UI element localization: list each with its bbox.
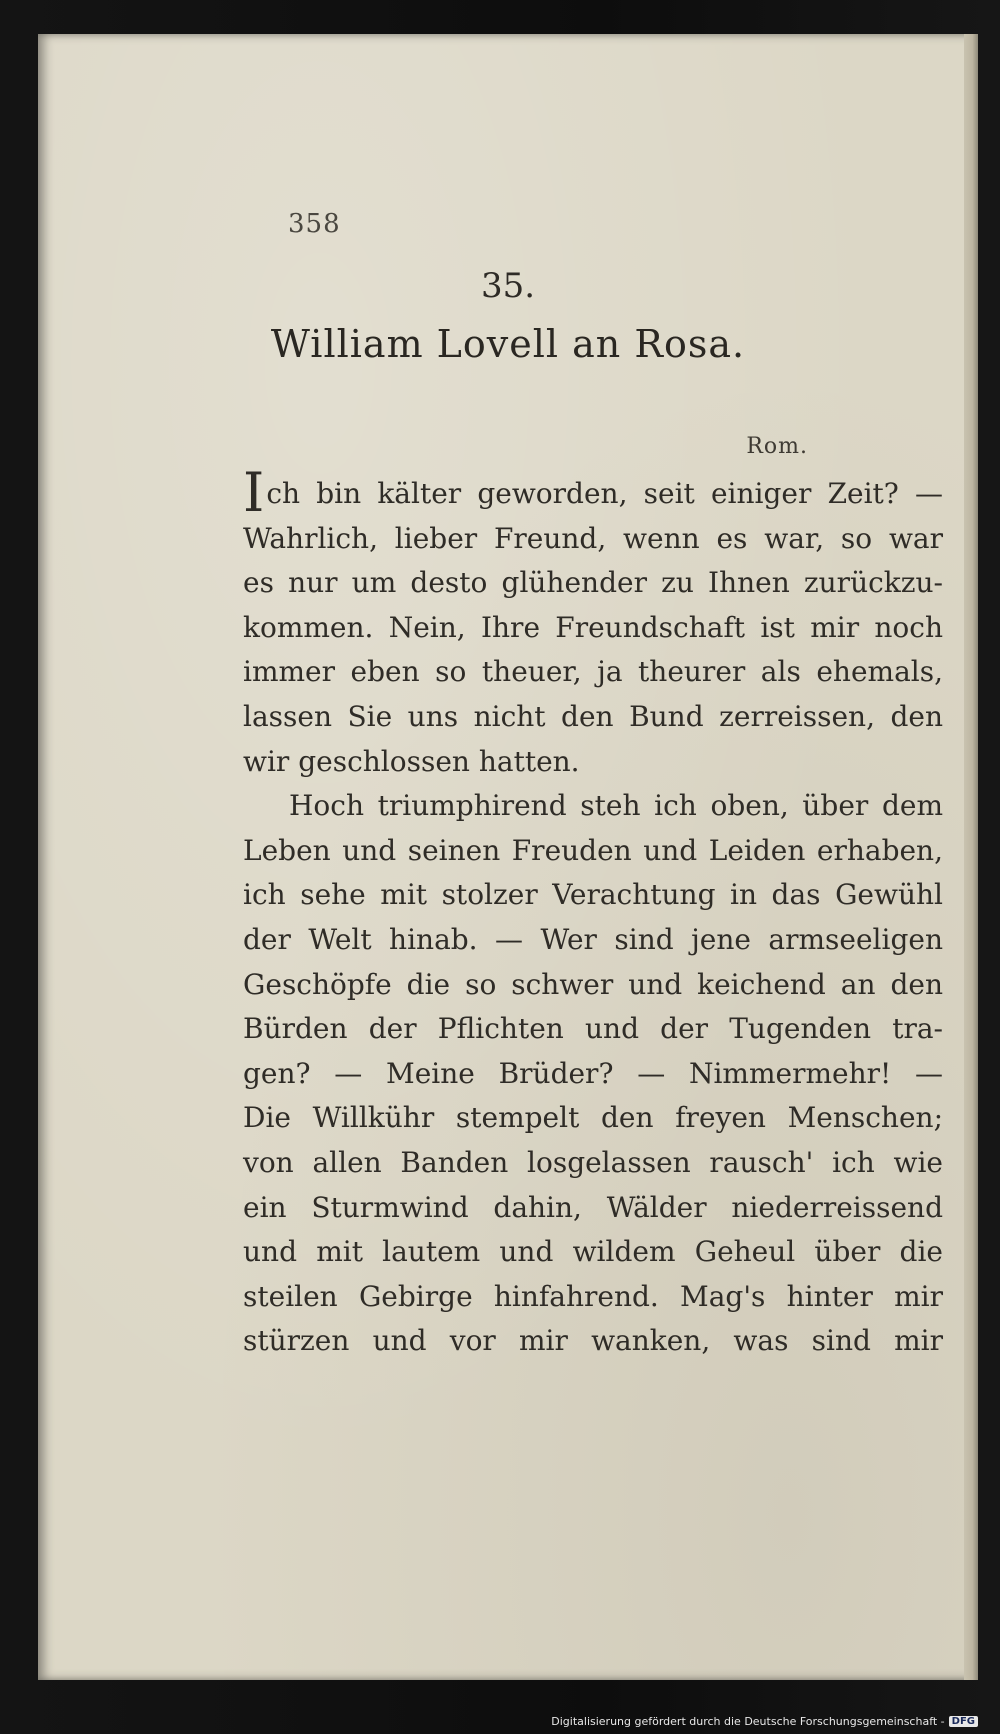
letter-place: Rom. <box>746 434 808 459</box>
letter-body <box>243 461 943 1364</box>
text-line: der Welt hinab. — Wer sind jene armseeligen <box>243 922 943 956</box>
dfg-logo: DFG <box>949 1716 978 1727</box>
text-line: es nur um desto glühender zu Ihnen zurückzu- <box>243 566 943 600</box>
drop-cap: I <box>243 461 265 524</box>
book-page <box>38 34 978 1680</box>
digitization-credit <box>551 1715 978 1728</box>
text-line: immer eben so theuer, ja theurer als ehemals, <box>243 655 943 689</box>
page-number: 358 <box>288 209 341 239</box>
text-line-content: ch bin kälter geworden, seit einiger Zeit? — <box>266 477 943 510</box>
text-line: steilen Gebirge hinfahrend. Mag's hinter mir <box>243 1279 943 1313</box>
text-line: ich sehe mit stolzer Verachtung in das Gewühl <box>243 878 943 912</box>
text-line: lassen Sie uns nicht den Bund zerreissen, den <box>243 699 943 733</box>
text-line: Hoch triumphirend steh ich oben, über dem <box>289 789 943 823</box>
letter-title: William Lovell an Rosa. <box>270 322 746 366</box>
credit-text: Digitalisierung gefördert durch die Deutsche Forschungsgemeinschaft - <box>551 1715 945 1728</box>
text-line: Geschöpfe die so schwer und keichend an den <box>243 967 943 1001</box>
text-line: Die Willkühr stempelt den freyen Menschen; <box>243 1101 943 1135</box>
text-line: kommen. Nein, Ihre Freundschaft ist mir noch <box>243 610 943 644</box>
text-line: stürzen und vor mir wanken, was sind mir <box>243 1324 943 1358</box>
text-line: gen? — Meine Brüder? — Nimmermehr! — <box>243 1056 943 1090</box>
text-line: wir geschlossen hatten. <box>243 744 580 778</box>
text-line: ein Sturmwind dahin, Wälder niederreissend <box>243 1190 943 1224</box>
letter-number: 35. <box>480 266 536 306</box>
text-line: Wahrlich, lieber Freund, wenn es war, so war <box>243 521 943 555</box>
text-line <box>243 461 943 524</box>
text-line: und mit lautem und wildem Geheul über die <box>243 1235 943 1269</box>
text-line: Leben und seinen Freuden und Leiden erhaben, <box>243 833 943 867</box>
text-line: Bürden der Pflichten und der Tugenden tra- <box>243 1012 943 1046</box>
text-line: von allen Banden losgelassen rausch' ich wie <box>243 1145 943 1179</box>
